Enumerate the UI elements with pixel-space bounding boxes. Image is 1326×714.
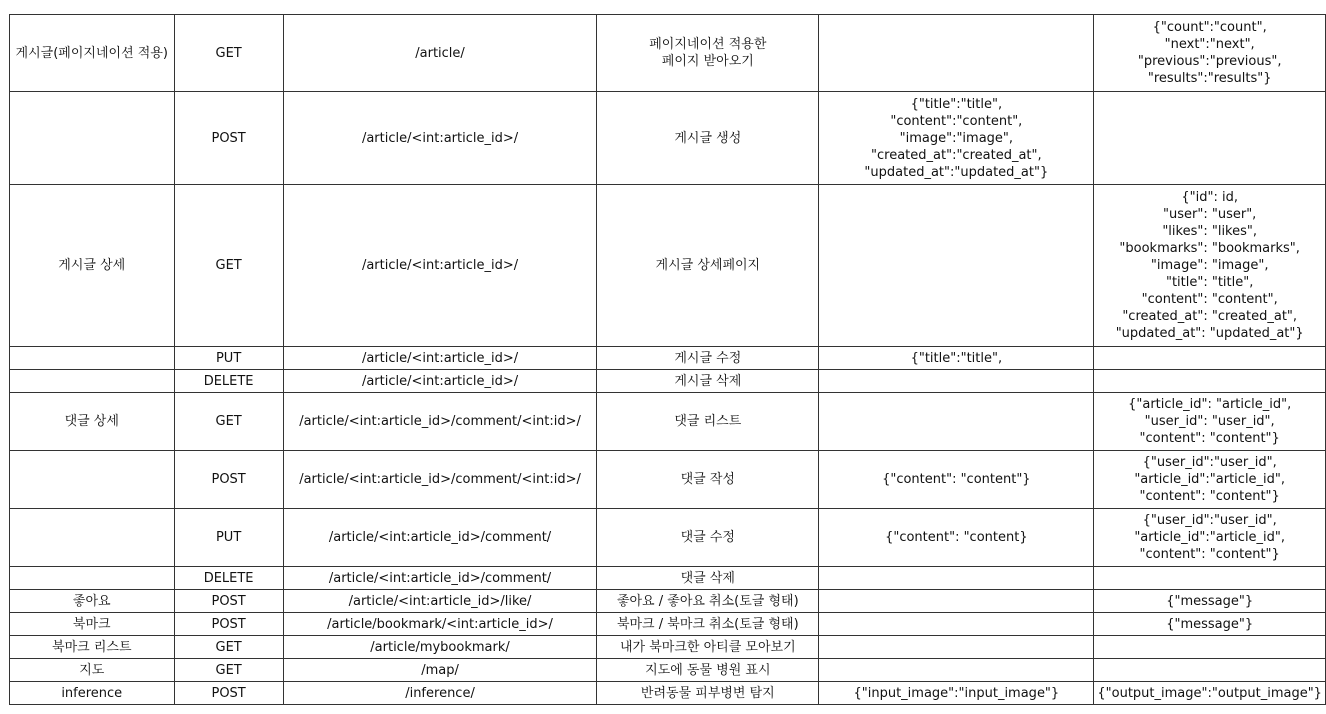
description-cell: 게시글 삭제 (597, 370, 819, 393)
feature-cell (10, 92, 175, 185)
method-cell: GET (174, 393, 283, 451)
description-cell: 댓글 수정 (597, 509, 819, 567)
feature-cell (10, 509, 175, 567)
url-cell: /inference/ (283, 682, 597, 705)
method-cell: GET (174, 659, 283, 682)
feature-cell: inference (10, 682, 175, 705)
response-cell (1094, 370, 1326, 393)
table-row (10, 347, 1326, 370)
method-cell: POST (174, 590, 283, 613)
response-cell (1094, 636, 1326, 659)
request-cell: {"title":"title", "content":"content", "image":"image", "created_at":"created_at", "updated_at":"updated_at"} (819, 92, 1094, 185)
feature-cell (10, 567, 175, 590)
feature-cell: 게시글(페이지네이션 적용) (10, 15, 175, 92)
feature-cell: 북마크 리스트 (10, 636, 175, 659)
url-cell: /article/mybookmark/ (283, 636, 597, 659)
table-row (10, 509, 1326, 567)
method-cell: GET (174, 185, 283, 347)
table-row (10, 393, 1326, 451)
url-cell: /article/<int:article_id>/ (283, 185, 597, 347)
description-cell: 게시글 수정 (597, 347, 819, 370)
method-cell: POST (174, 613, 283, 636)
request-cell (819, 15, 1094, 92)
table-row (10, 567, 1326, 590)
description-cell: 좋아요 / 좋아요 취소(토글 형태) (597, 590, 819, 613)
response-cell (1094, 92, 1326, 185)
response-cell: {"user_id":"user_id", "article_id":"article_id", "content": "content"} (1094, 451, 1326, 509)
request-cell: {"content": "content} (819, 509, 1094, 567)
table-row (10, 613, 1326, 636)
api-spec-table (9, 14, 1326, 705)
method-cell: PUT (174, 347, 283, 370)
response-cell (1094, 659, 1326, 682)
request-cell (819, 370, 1094, 393)
response-cell: {"count":"count", "next":"next", "previous":"previous", "results":"results"} (1094, 15, 1326, 92)
description-cell: 반려동물 피부병변 탐지 (597, 682, 819, 705)
url-cell: /map/ (283, 659, 597, 682)
request-cell (819, 613, 1094, 636)
url-cell: /article/<int:article_id>/comment/<int:id>/ (283, 393, 597, 451)
method-cell: GET (174, 15, 283, 92)
method-cell: PUT (174, 509, 283, 567)
response-cell: {"id": id, "user": "user", "likes": "likes", "bookmarks": "bookmarks", "image": "image", "title": "title", "content": "content", "created_at": "created_at", "updated_at": "updated_at"} (1094, 185, 1326, 347)
table-row (10, 636, 1326, 659)
description-cell: 내가 북마크한 아티클 모아보기 (597, 636, 819, 659)
description-cell: 북마크 / 북마크 취소(토글 형태) (597, 613, 819, 636)
feature-cell (10, 451, 175, 509)
feature-cell: 댓글 상세 (10, 393, 175, 451)
description-cell: 페이지네이션 적용한 페이지 받아오기 (597, 15, 819, 92)
url-cell: /article/<int:article_id>/ (283, 370, 597, 393)
url-cell: /article/ (283, 15, 597, 92)
url-cell: /article/bookmark/<int:article_id>/ (283, 613, 597, 636)
description-cell: 댓글 삭제 (597, 567, 819, 590)
url-cell: /article/<int:article_id>/ (283, 347, 597, 370)
feature-cell: 좋아요 (10, 590, 175, 613)
method-cell: DELETE (174, 370, 283, 393)
url-cell: /article/<int:article_id>/comment/ (283, 567, 597, 590)
url-cell: /article/<int:article_id>/comment/<int:id>/ (283, 451, 597, 509)
table-row (10, 590, 1326, 613)
description-cell: 댓글 리스트 (597, 393, 819, 451)
url-cell: /article/<int:article_id>/like/ (283, 590, 597, 613)
method-cell: GET (174, 636, 283, 659)
response-cell: {"output_image":"output_image"} (1094, 682, 1326, 705)
request-cell (819, 185, 1094, 347)
response-cell: {"user_id":"user_id", "article_id":"article_id", "content": "content"} (1094, 509, 1326, 567)
feature-cell: 지도 (10, 659, 175, 682)
description-cell: 게시글 상세페이지 (597, 185, 819, 347)
table-row (10, 185, 1326, 347)
request-cell (819, 590, 1094, 613)
url-cell: /article/<int:article_id>/ (283, 92, 597, 185)
description-cell: 댓글 작성 (597, 451, 819, 509)
url-cell: /article/<int:article_id>/comment/ (283, 509, 597, 567)
description-cell: 지도에 동물 병원 표시 (597, 659, 819, 682)
request-cell: {"content": "content"} (819, 451, 1094, 509)
table-row (10, 370, 1326, 393)
table-row (10, 659, 1326, 682)
feature-cell: 게시글 상세 (10, 185, 175, 347)
feature-cell (10, 347, 175, 370)
request-cell (819, 636, 1094, 659)
response-cell: {"message"} (1094, 590, 1326, 613)
description-cell: 게시글 생성 (597, 92, 819, 185)
response-cell (1094, 567, 1326, 590)
response-cell: {"message"} (1094, 613, 1326, 636)
request-cell (819, 393, 1094, 451)
method-cell: POST (174, 92, 283, 185)
request-cell (819, 659, 1094, 682)
table-row (10, 92, 1326, 185)
request-cell (819, 567, 1094, 590)
request-cell: {"input_image":"input_image"} (819, 682, 1094, 705)
feature-cell (10, 370, 175, 393)
request-cell: {"title":"title", (819, 347, 1094, 370)
table-row (10, 682, 1326, 705)
method-cell: DELETE (174, 567, 283, 590)
response-cell: {"article_id": "article_id", "user_id": "user_id", "content": "content"} (1094, 393, 1326, 451)
table-row (10, 451, 1326, 509)
table-row (10, 15, 1326, 92)
method-cell: POST (174, 451, 283, 509)
feature-cell: 북마크 (10, 613, 175, 636)
response-cell (1094, 347, 1326, 370)
method-cell: POST (174, 682, 283, 705)
